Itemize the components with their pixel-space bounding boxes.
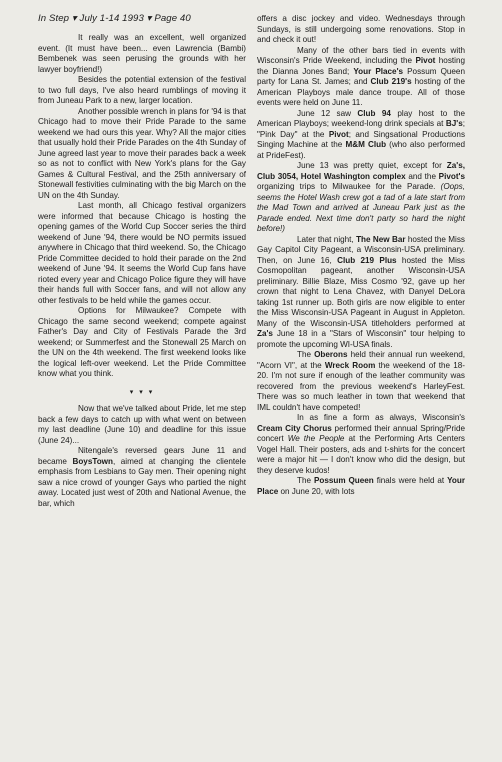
bold-run: Za's, Club 3054, Hotel Washington complex: [257, 161, 465, 181]
paragraph: [257, 161, 465, 235]
section-divider: ▾ ▾ ▾: [129, 388, 155, 396]
bold-run: Club 219 Plus: [337, 255, 397, 265]
paragraph: [257, 476, 465, 497]
text-run: ; "Pink Day" at the: [257, 119, 465, 139]
bold-run: Club 94: [357, 108, 391, 118]
text-run: play host to the American Playboys; weekend-long drink specials at: [257, 108, 465, 128]
text-run: hosted the Miss Cosmopolitan pageant, another Wisconsin-USA preliminary. Billie Blaze, Miss Cosmo '92, gave up her crown that night to Lena Chavez, with Danyel DeLora taking 1st runner up. Both girls are now eligible to enter the Miss Wisconsin-USA Pageant in August in Appleton. Many of the Wisconsin-USA titleholders performed at: [257, 255, 465, 328]
paragraph: [38, 446, 246, 509]
bold-run: Possum Queen: [313, 476, 374, 485]
text-run: Many of the other bars tied in events with Wisconsin's Pride Weekend, including the: [257, 45, 465, 65]
text-run: The: [297, 350, 315, 359]
text-run: hosted the Miss Gay Capitol City Pageant, a Wisconsin-USA preliminary. Then, on June 16,: [257, 234, 465, 265]
italic-run: We the People: [287, 434, 345, 443]
bold-run: The New Bar: [356, 234, 406, 244]
text-run: the weekend of the 18-20. I'm not sure if enough of the leather community was recovered from the previous weekend's HarleyFest. There was so much leather in town that weekend that IML couldn't have competed!: [257, 360, 465, 412]
paragraph: [257, 235, 465, 351]
bold-run: Cream City Chorus: [257, 423, 332, 433]
text-run: (who also performed at PrideFest).: [257, 140, 465, 160]
bold-run: Pivot's: [438, 171, 465, 181]
bold-run: Pivot: [415, 56, 436, 65]
bold-run: Your Place's: [353, 66, 404, 76]
text-run: June 12 saw: [297, 108, 358, 118]
paragraph: Last month, all Chicago festival organizers were informed that because Chicago is hosting the opening games of the World Cup Soccer series the third weekend of June '94, there would be NO permits issued anywhere in Chicago that third weekend. So, the Chicago Pride Committee decided to hold their parade on the 2nd weekend of June '94. It seems the World Cup fans have rioted every year and Chicago Police figure they will have their hands full with Soccer fans, and will not allow any other festivals to be held while the games occur.: [38, 201, 246, 305]
text-run: In as fine a form as always, Wisconsin's: [297, 413, 465, 422]
bold-run: BoysTown: [72, 456, 113, 466]
text-run: organizing trips to Milwaukee for the Parade.: [257, 182, 441, 191]
text-run: , aimed at changing the clientele emphasis from Lesbians to Gay men. Their opening night saw a nice crowd of younger Gays who partied the night away. Located just west of 20th and National Avenue, the bar, which: [38, 456, 246, 508]
bold-run: Za's: [257, 329, 273, 338]
paragraph: [257, 109, 465, 162]
bold-run: Your Place: [257, 476, 466, 496]
text-run: The: [297, 476, 314, 485]
bold-run: Wreck Room: [324, 360, 376, 370]
text-run: performed their annual Spring/Pride concert: [257, 423, 465, 443]
text-run: Nitengale's reversed gears June 11 and became: [38, 446, 246, 466]
bold-run: Oberons: [314, 350, 348, 359]
bold-run: M&M Club: [345, 140, 387, 149]
paragraph: [257, 46, 465, 109]
text-run: on June 20, with lots: [278, 486, 355, 496]
text-run: ; and Singsational Productions Singing Machine at the: [257, 129, 466, 149]
text-run: June 18 in a "Stars of Wisconsin" tour helping to promote the upcoming WI-USA finals.: [257, 329, 465, 349]
bold-run: Club 219's: [370, 77, 412, 86]
text-run: Possum Queen party for Lana St. James; and: [257, 66, 465, 86]
text-run: and the: [405, 171, 439, 181]
paragraph: offers a disc jockey and video. Wednesdays through Sundays, is still undergoing some renovations. Stop in and check it out!: [257, 14, 465, 44]
left-column: [38, 33, 246, 509]
paragraph: Besides the potential extension of the festival to two full days, I've also heard rumblings of moving it from Juneau Park to a new, larger location.: [38, 75, 246, 105]
text-run: hosting the Dianna Jones Band;: [257, 56, 465, 76]
right-column: [257, 14, 465, 497]
paragraph: Options for Milwaukee? Compete with Chicago the same second weekend; compete against Father's Day and City of Festivals Parade the 3rd weekend; or Summerfest and the Stonewall 25 March on the UN on the 4th weekend. The first weekend looks like the logical left-over weekend. Let the Pride Committee know what you think.: [38, 306, 246, 378]
paragraph: [257, 350, 465, 413]
paragraph: Now that we've talked about Pride, let me step back a few days to catch up with what went on between my last deadline (June 10) and deadline for this issue (June 24)...: [38, 404, 246, 445]
bold-run: BJ's: [445, 119, 463, 128]
text-run: June 13 was pretty quiet, except for: [297, 161, 447, 170]
paragraph: It really was an excellent, well organized event. (It must have been... even Lawrencia (Bambi) Bembenek was seen perusing the grounds with her lawyer boyfriend!): [38, 33, 246, 74]
italic-run: (Oops, seems the Hotel Wash crew got a tad of a late start from the Mad Town and arrived at Juneau Park just as the Parade ended. Next time don't party so hard the night before!): [257, 182, 465, 233]
text-run: hosting of the American Playboys male dance troupe. All of those events were held on June 11.: [257, 77, 465, 107]
bold-run: Pivot: [328, 129, 349, 139]
text-run: at the Performing Arts Centers Vogel Hall. Their posters, ads and t-shirts for the concert were a major hit — I don't know who did the design, but they deserve kudos!: [257, 434, 465, 475]
text-run: held their annual run weekend, "Acorn VI", at the: [257, 350, 465, 370]
page-header: In Step ▾ July 1-14 1993 ▾ Page 40: [38, 13, 191, 24]
text-run: finals were held at: [373, 476, 448, 485]
paragraph: [257, 413, 465, 476]
paragraph: Another possible wrench in plans for '94 is that Chicago had to move their Pride Parade to the same weekend we had ours this year. Why? All the major cities that usually hold their Pride Parades on the 4th Sunday of June agreed last year to move their parades back a week so as not to conflict with New York's plans for the Gay Games & Cultural Festival, and the 25th anniversary of Stonewall festivities culminating with the big March on the UN on the 4th Sunday.: [38, 106, 246, 200]
text-run: Later that night,: [297, 234, 357, 244]
